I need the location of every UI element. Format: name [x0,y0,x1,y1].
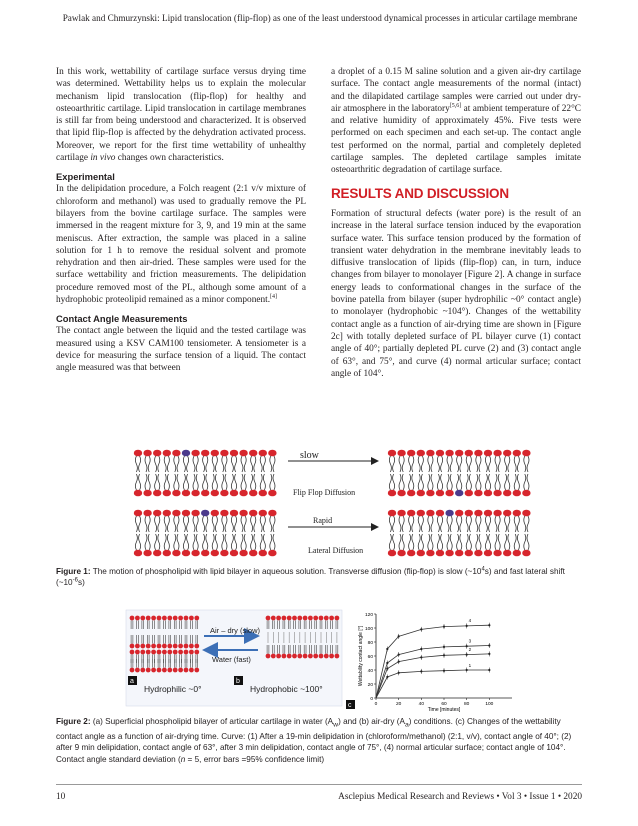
label-rapid: Rapid [313,516,333,525]
phospholipid [455,474,463,496]
phospholipid [211,534,219,556]
caption-text: s) [77,578,85,588]
phospholipid [388,474,396,496]
phospholipid [268,474,276,496]
contact-angle-heading: Contact Angle Measurements [56,313,188,325]
series-line-4 [376,625,489,698]
caption-text: (a) Superficial phospholipid bilayer of articular cartilage in water (A [90,717,334,726]
phospholipid [182,474,190,496]
phospholipid [239,474,247,496]
phospholipid [465,510,473,532]
phospholipid [201,450,209,472]
figure-1-caption-label: Figure 1: [56,567,91,576]
phospholipid [268,534,276,556]
phospholipid [153,510,161,532]
phospholipid [455,510,463,532]
phospholipid [397,450,405,472]
x-tick-label: 80 [463,702,470,707]
phospholipid [436,474,444,496]
x-axis-label: Time [minutes] [427,707,461,712]
caption-sub: w [333,721,339,729]
phospholipid [201,474,209,496]
phospholipid [436,450,444,472]
phospholipid [445,474,453,496]
phospholipid [191,510,199,532]
phospholipid [397,510,405,532]
phospholipid [493,474,501,496]
y-tick-label: 120 [364,612,373,618]
phospholipid [191,534,199,556]
figure-2 [118,606,518,712]
phospholipid [230,510,238,532]
phospholipid [239,534,247,556]
phospholipid [426,450,434,472]
phospholipid [426,510,434,532]
phospholipid [163,510,171,532]
phospholipid [172,450,180,472]
phospholipid [163,474,171,496]
phospholipid [436,534,444,556]
methods-text-b: at ambient temperature of 22°C and relative humidity of approximately 45%. Five tests were performed on each specimen and each set-up. The contact angle test performed on the normal, partial and completely depleted cartilage samples. The depleted cartilage samples imitate osteoarthritic degradation of cartilage surface. [331,103,582,176]
phospholipid [143,474,151,496]
citation-ref: [5,6] [449,102,462,109]
phospholipid [134,510,142,532]
methods-continued-paragraph [331,66,581,177]
y-tick-label: 80 [367,640,373,646]
phospholipid [182,450,190,472]
experimental-heading: Experimental [56,171,115,183]
phospholipid [211,510,219,532]
label-hydrophilic: Hydrophilic ~0° [144,684,202,694]
caption-text: ) conditions. (c) Changes of the wettability contact angle as a function of air-drying time. Curve: (1) After a 19-min delipidation in (chloroform/methanol) (2:1, v/v), contact angle of 40°; (2) after 9 min delipidation, contact angle of 63°, after 3 min delipidation, contact angle of 75°, (4) normal articular surface; contact angle of 104°. Contact angle standard deviation ( [56,717,572,764]
phospholipid [474,510,482,532]
caption-text: = 5, error bars =95% confidence limit) [185,754,325,764]
phospholipid [172,474,180,496]
label-flip-flop: Flip Flop Diffusion [293,488,356,497]
phospholipid [407,450,415,472]
series-line-1 [376,670,489,698]
phospholipid [172,534,180,556]
figure-1 [130,447,550,557]
phospholipid [249,450,257,472]
x-tick-label: 20 [395,702,402,707]
phospholipid [201,534,209,556]
phospholipid [474,450,482,472]
phospholipid [455,534,463,556]
phospholipid [436,510,444,532]
phospholipid [407,474,415,496]
phospholipid [230,450,238,472]
phospholipid [230,474,238,496]
phospholipid [493,450,501,472]
phospholipid [388,510,396,532]
lipid-bilayer-groups [134,450,531,557]
figure-1-caption [56,566,582,589]
series-label: 3 [468,638,472,644]
series-label: 1 [468,663,472,668]
phospholipid [417,474,425,496]
figure-1-diagram [130,447,550,557]
phospholipid [143,450,151,472]
phospholipid [220,510,228,532]
phospholipid [474,534,482,556]
series-label: 4 [468,618,472,624]
figure-2-caption-label: Figure 2: [56,717,91,726]
phospholipid [153,534,161,556]
phospholipid [407,510,415,532]
experimental-text: In the delipidation procedure, a Folch reagent (2:1 v/v mixture of chloroform and methanol) was used to gradually remove the PL bilayers from the bovine cartilage surface. The samples were immersed in the reagent mixture for 3, 9, and 19 min at the same meniscus. After extraction, the sample was placed in a saline solution for 1 h to remove the residual solvent and promote rehydration and then air-dried. These samples were used for the surface wettability and friction measurements. The delipidation procedure removed most of the PL, although some amount of a hydrophobic proteolipid remained as a minor component. [56,184,306,306]
phospholipid [239,450,247,472]
phospholipid [172,510,180,532]
phospholipid [143,510,151,532]
phospholipid [407,534,415,556]
right-column [331,66,581,380]
phospholipid [230,534,238,556]
intro-italic: in vivo [90,153,116,164]
results-heading: RESULTS AND DISCUSSION [331,185,509,201]
phospholipid [426,534,434,556]
phospholipid [397,534,405,556]
y-tick-label: 60 [367,654,373,660]
phospholipid [522,534,530,556]
phospholipid [522,474,530,496]
running-title: Pawlak and Chmurzynski: Lipid translocation (flip-flop) as one of the least understood dynamical processes in articular cartilage membrane [62,13,578,23]
phospholipid [249,474,257,496]
caption-text: The motion of phospholipid with lipid bilayer in aqueous solution. Transverse diffusion (flip-flop) is slow (~10 [90,567,482,576]
phospholipid [182,510,190,532]
x-tick-label: 60 [441,702,447,707]
phospholipid [259,534,267,556]
phospholipid [417,534,425,556]
phospholipid [143,534,151,556]
phospholipid [484,474,492,496]
phospholipid [493,510,501,532]
phospholipid [153,450,161,472]
x-tick-label: 100 [485,702,494,707]
y-tick-label: 0 [370,696,373,702]
phospholipid [388,534,396,556]
phospholipid [484,510,492,532]
panel-a-label: a [130,678,134,685]
phospholipid [522,450,530,472]
caption-text: s) and fast lateral shift (~10 [56,567,565,588]
caption-text: ) and (b) air-dry (A [338,717,405,726]
x-tick-label: 0 [374,702,378,707]
phospholipid [513,534,521,556]
y-tick-label: 100 [364,626,373,632]
phospholipid [211,450,219,472]
contact-angle-chart [358,612,512,712]
y-tick-label: 40 [367,668,373,674]
phospholipid [268,450,276,472]
phospholipid [503,474,511,496]
phospholipid [426,474,434,496]
citation-ref: [4] [270,293,278,300]
series-label: 2 [468,646,472,652]
phospholipid [191,474,199,496]
phospholipid [239,510,247,532]
y-tick-label: 20 [367,682,373,688]
phospholipid [513,474,521,496]
phospholipid [259,510,267,532]
phospholipid [249,510,257,532]
phospholipid [522,510,530,532]
y-axis-label: Wettability contact angle [°] [358,625,364,687]
phospholipid [268,510,276,532]
intro-end: changes own characteristics. [115,153,224,164]
page-number: 10 [56,792,66,802]
phospholipid [445,510,453,532]
phospholipid [134,534,142,556]
phospholipid [445,450,453,472]
left-column [56,66,306,375]
label-lateral-diffusion: Lateral Diffusion [308,546,364,555]
caption-sup: 4 [481,566,485,573]
phospholipid [455,450,463,472]
phospholipid [503,534,511,556]
phospholipid [503,510,511,532]
phospholipid [474,474,482,496]
x-tick-label: 40 [418,702,425,707]
journal-info: Asclepius Medical Research and Reviews • Vol 3 • Issue 1 • 2020 [338,792,582,802]
phospholipid [220,474,228,496]
phospholipid [259,450,267,472]
caption-sub: a [404,721,409,729]
running-header [50,12,590,24]
results-paragraph: Formation of structural defects (water pore) is the result of an increase in the lateral surface tension induced by the evaporation surface water. This surface tension produced by the formation of transient water dehydration in the membrane inevitably leads to diffusive translocation of lipids (flip-flop) can, in turn, induce changes from bilayer to monolayer [Figure 2]. A change in surface energy leads to conformational changes in the surface of the bovine patella from bilayer (super hydrophilic ~0° contact angle) to monolayer (hydrophobic ~104°). Changes of the wettability contact angle as a function of air-drying time are shown in [Figure 2c] with totally depleted surface of PL bilayer curve (1) contact angle of 40°; partially depleted PL curve (2) and (3) contact angle of 63°, and 75°, and curve (4) normal articular surface; contact angle of 104°. [331,208,581,379]
phospholipid [182,534,190,556]
label-slow: slow [300,450,319,461]
phospholipid [201,510,209,532]
phospholipid [163,534,171,556]
phospholipid [493,534,501,556]
phospholipid [513,510,521,532]
phospholipid [249,534,257,556]
series-line-3 [376,646,489,699]
experimental-paragraph [56,183,306,306]
phospholipid [503,450,511,472]
phospholipid [465,474,473,496]
phospholipid [134,474,142,496]
caption-sup: -6 [72,577,78,584]
contact-angle-paragraph: The contact angle between the liquid and the tested cartilage was measured using a KSV CAM100 tensiometer. A tensiometer is a device for measuring the surface tension of a liquid. The contact angle measured was that between [56,326,306,374]
phospholipid [484,450,492,472]
label-air-dry: Air – dry (slow) [210,626,261,635]
phospholipid [153,474,161,496]
phospholipid [513,450,521,472]
label-water: Water (fast) [212,655,251,664]
phospholipid [220,534,228,556]
phospholipid [220,450,228,472]
caption-italic-n: n [180,754,186,764]
page-footer [56,792,582,806]
phospholipid [163,450,171,472]
phospholipid [417,510,425,532]
phospholipid [445,534,453,556]
phospholipid [259,474,267,496]
phospholipid [484,534,492,556]
footer-rule [56,784,582,785]
phospholipid [191,450,199,472]
phospholipid [465,450,473,472]
phospholipid [388,450,396,472]
phospholipid [397,474,405,496]
label-hydrophobic: Hydrophobic ~100° [250,684,323,694]
figure-2-caption [56,716,582,765]
panel-b-label: b [236,678,240,685]
series-line-2 [376,654,489,698]
phospholipid [417,450,425,472]
figure-2-diagram [118,606,518,712]
intro-text: In this work, wettability of cartilage surface versus drying time was determined. Wettability helps us to explain the molecular mechanism lipid translocation (flip-flop) for healthy and osteoarthritic cartilage. Lipid translocation in cartilage membranes is still far from being understood and characterized. It is observed that lipid flip-flop is affected by the dehydration activated process. Moreover, we report for the first time wettability of unhealthy cartilage [56,67,306,164]
panel-c-label: c [348,702,352,709]
phospholipid [465,534,473,556]
phospholipid [211,474,219,496]
phospholipid [134,450,142,472]
intro-paragraph [56,66,306,164]
methods-text-a: a droplet of a 0.15 M saline solution and a given air-dry cartilage surface. The contact angle measurements of the normal (intact) and the dilapidated cartilage samples were carried out under dry-air atmosphere in the laboratory [331,67,581,114]
